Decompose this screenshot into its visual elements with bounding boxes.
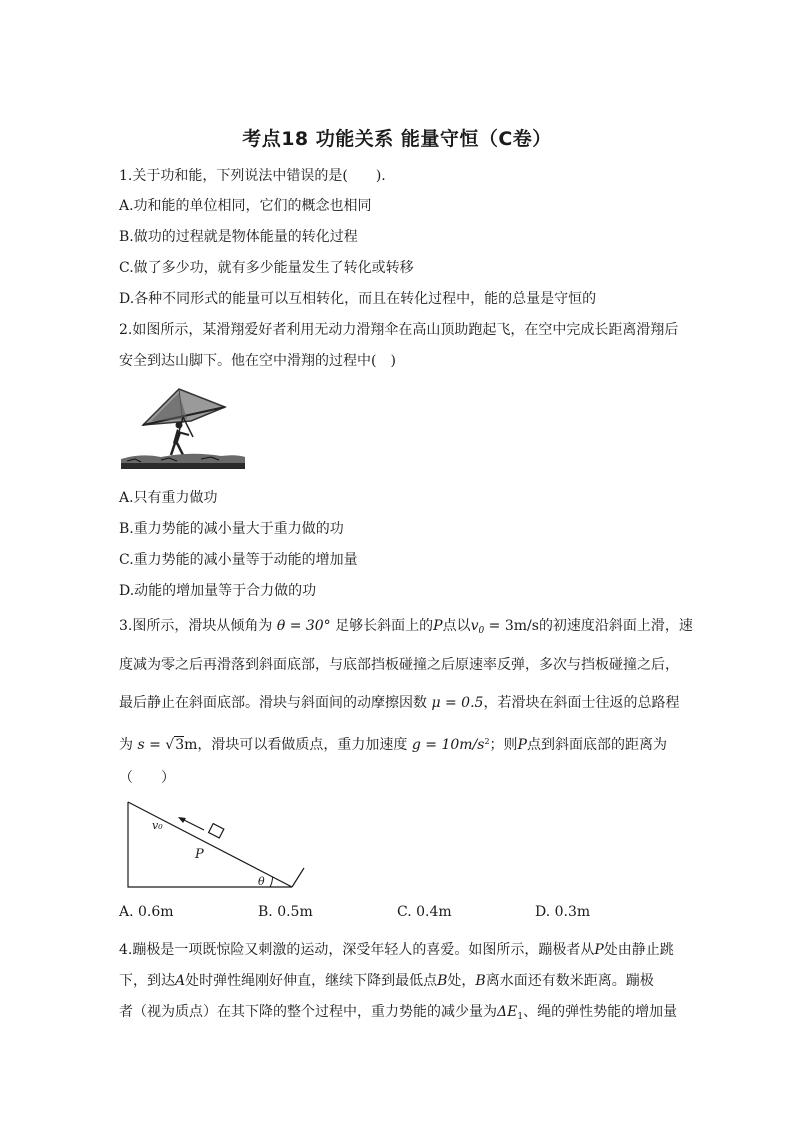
- q3-point-p: P: [433, 618, 443, 634]
- q3-sqrt-symbol: √: [165, 737, 175, 753]
- q4-text: 下，到达: [119, 973, 175, 989]
- q2-option-d: D.动能的增加量等于合力做的功: [119, 583, 317, 599]
- q4-text: 者（视为质点）在其下降的整个过程中，重力势能的减少量为: [119, 1004, 497, 1020]
- q3-g-exp: 2: [484, 737, 490, 746]
- q4-point-p: P: [594, 942, 604, 958]
- q3-mu-eq: μ = 0.5: [431, 695, 484, 711]
- q3-s-eq: s =: [137, 737, 166, 753]
- q4-point-b: B: [437, 973, 448, 989]
- q2-option-c: C.重力势能的减小量等于动能的增加量: [119, 552, 358, 568]
- q4-text: 4.蹦极是一项既惊险又刺激的运动，深受年轻人的喜爱。如图所示，蹦极者从: [119, 942, 595, 958]
- q3-theta-eq: θ = 30°: [276, 618, 331, 634]
- q3-text: ，若滑块在斜面士往返的总路程: [483, 695, 680, 711]
- q4-text: 处，: [447, 973, 476, 989]
- q2-option-b: B.重力势能的减小量大于重力做的功: [119, 521, 344, 537]
- q4-text: 处由静止跳: [603, 942, 674, 958]
- q3-option-d: D. 0.3m: [535, 904, 591, 920]
- q3-text: ，滑块可以看做质点，重力加速度: [197, 737, 408, 753]
- q1-option-c: C.做了多少功，就有多少能量发生了转化或转移: [119, 260, 414, 276]
- hang-glider-photo: [121, 385, 245, 469]
- q3-text: 足够长斜面上的: [335, 618, 434, 634]
- q3-sqrt-value: 3: [175, 737, 185, 753]
- q4-line2: [119, 971, 654, 991]
- q4-line3: [119, 1002, 677, 1027]
- q4-text: 、绳的弹性势能的增加量: [523, 1004, 678, 1020]
- q4-point-a: A: [175, 973, 186, 989]
- q4-delta-e1: ΔE: [497, 1004, 518, 1020]
- q3-line2: 度减为零之后再滑落到斜面底部，与底部挡板碰撞之后原速率反弹，多次与挡板碰撞之后，: [119, 657, 679, 673]
- q2-stem-line2: 安全到达山脚下。他在空中滑翔的过程中( ): [119, 353, 396, 369]
- q1-stem: 1.关于功和能，下列说法中错误的是( ).: [119, 168, 386, 184]
- q4-text: 处时弹性绳刚好伸直，继续下降到最低点: [185, 973, 438, 989]
- q3-point-p: P: [517, 737, 527, 753]
- q2-stem-line1: 2.如图所示，某滑翔爱好者利用无动力滑翔伞在高山顶助跑起飞，在空中完成长距离滑翔后: [119, 322, 679, 338]
- q3-option-c: C. 0.4m: [397, 904, 452, 920]
- fig-label-theta: θ: [258, 875, 265, 888]
- q3-text: ；则: [489, 737, 518, 753]
- q3-g-eq: g = 10m/s: [411, 737, 485, 753]
- incline-diagram: [120, 796, 310, 892]
- q1-option-b: B.做功的过程就是物体能量的转化过程: [119, 229, 358, 245]
- q2-option-a: A.只有重力做功: [119, 490, 218, 506]
- q3-option-a: A. 0.6m: [119, 904, 174, 920]
- q3-text: 最后静止在斜面底部。滑块与斜面间的动摩擦因数: [119, 695, 427, 711]
- q3-text: 点到斜面底部的距离为: [526, 737, 667, 753]
- q3-text: 3.图所示，滑块从倾角为: [119, 618, 273, 634]
- q3-v0-eq: = 3m/s: [488, 618, 539, 634]
- q3-line4: [119, 732, 667, 755]
- q3-answer-paren: （ ）: [119, 770, 175, 786]
- q4-line1: [119, 940, 674, 960]
- q3-option-b: B. 0.5m: [258, 904, 313, 920]
- q3-line1: [119, 616, 693, 641]
- fig-label-p: P: [195, 847, 204, 862]
- q3-line3: [119, 693, 679, 713]
- q3-text: 的初速度沿斜面上滑，速: [538, 618, 693, 634]
- q1-option-a: A.功和能的单位相同，它们的概念也相同: [119, 198, 372, 214]
- q3-text: 点以: [442, 618, 471, 634]
- q1-option-d: D.各种不同形式的能量可以互相转化，而且在转化过程中，能的总量是守恒的: [119, 291, 597, 307]
- q3-text: 为: [119, 737, 133, 753]
- q4-point-b: B: [475, 973, 486, 989]
- q3-s-unit: m: [184, 737, 198, 753]
- fig-label-v0: v₀: [152, 819, 163, 832]
- q4-delta-e1-sub: 1: [517, 1012, 524, 1022]
- page-title: 考点18 功能关系 能量守恒（C卷）: [242, 128, 552, 150]
- q4-text: 离水面还有数米距离。蹦极: [485, 973, 654, 989]
- q3-v0-symbol: $v_0$: [470, 618, 485, 636]
